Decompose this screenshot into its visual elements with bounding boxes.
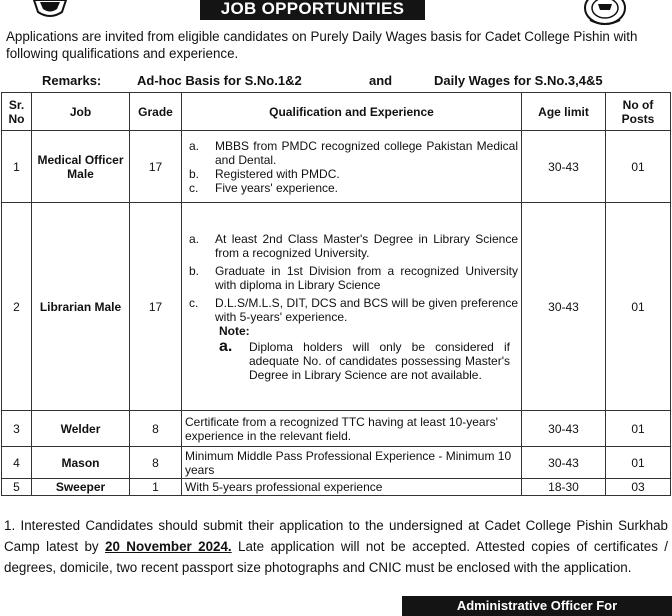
cell-age: 30-43 [522, 447, 606, 479]
college-crest-logo [30, 0, 70, 18]
cell-job: Sweeper [32, 479, 130, 496]
cell-sr: 3 [2, 411, 32, 447]
remarks-adhoc: Ad-hoc Basis for S.No.1&2 [137, 73, 302, 88]
note-item: a. Diploma holders will only be considered if adequate No. of candidates possessing Master's Degree in Library Science are not available. [219, 337, 510, 382]
cell-grade: 8 [130, 411, 182, 447]
footer-instructions [4, 515, 668, 578]
header-job: Job [32, 93, 130, 131]
table-header-row [2, 93, 671, 131]
cell-posts: 01 [606, 131, 671, 203]
job-opportunities-banner: JOB OPPORTUNITIES [200, 0, 425, 20]
cell-job: Medical Officer Male [32, 131, 130, 203]
remarks-and: and [369, 73, 393, 88]
cell-sr: 2 [2, 203, 32, 411]
table-row [2, 203, 671, 411]
cell-grade: 1 [130, 479, 182, 496]
qualification-item: b. Graduate in 1st Division from a recognized University with diploma in Library Science [189, 263, 518, 292]
cell-job: Librarian Male [32, 203, 130, 411]
header-sr-no: Sr. No [2, 93, 32, 131]
cell-grade: 17 [130, 203, 182, 411]
qualification-item: a. At least 2nd Class Master's Degree in Library Science from a recognized University. [189, 231, 518, 260]
qualification-item: c. Five years' experience. [189, 180, 339, 195]
cell-posts: 01 [606, 447, 671, 479]
cell-qualification: Certificate from a recognized TTC having at least 10-years' experience in the relevant field. [182, 411, 522, 447]
cell-posts: 03 [606, 479, 671, 496]
cell-age: 18-30 [522, 479, 606, 496]
header-grade: Grade [130, 93, 182, 131]
cell-posts: 01 [606, 411, 671, 447]
header-age-limit: Age limit [522, 93, 606, 131]
signature-banner: Administrative Officer For [402, 596, 672, 616]
deadline-date: 20 November 2024. [105, 539, 232, 554]
cell-age: 30-43 [522, 203, 606, 411]
qualification-item: b. Registered with PMDC. [189, 166, 340, 181]
cell-qualification [182, 203, 522, 411]
cell-sr: 4 [2, 447, 32, 479]
footer-text-before: 1. Interested Candidates should submit their application to the undersigned at Cadet College Pishin Surkhab Camp latest by [4, 518, 668, 554]
cell-sr: 1 [2, 131, 32, 203]
remarks-daily: Daily Wages for S.No.3,4&5 [434, 73, 603, 88]
table-row [2, 131, 671, 203]
cell-age: 30-43 [522, 411, 606, 447]
cell-job: Mason [32, 447, 130, 479]
note-label: Note: [219, 323, 250, 338]
cell-age: 30-43 [522, 131, 606, 203]
cell-grade: 17 [130, 131, 182, 203]
remarks-label: Remarks: [42, 73, 102, 88]
table-row [2, 447, 671, 479]
table-row [2, 411, 671, 447]
cell-sr: 5 [2, 479, 32, 496]
cell-qualification: Minimum Middle Pass Professional Experience - Minimum 10 years [182, 447, 522, 479]
header-no-of-posts: No of Posts [606, 93, 671, 131]
cell-posts: 01 [606, 203, 671, 411]
cell-qualification: With 5-years professional experience [182, 479, 522, 496]
cell-grade: 8 [130, 447, 182, 479]
intro-paragraph: Applications are invited from eligible candidates on Purely Daily Wages basis for Cadet College Pishin with following qualifications and experience. [6, 29, 638, 61]
qualification-item: c. D.L.S/M.L.S, DIT, DCS and BCS will be given preference with 5-years' experience. [189, 295, 518, 324]
jobs-table [1, 92, 671, 496]
cell-job: Welder [32, 411, 130, 447]
table-row [2, 479, 671, 496]
college-emblem-logo [582, 0, 628, 26]
footer-text-after: Late application will not be accepted. Attested copies of certificates / degrees, domicile, two recent passport size photographs and CNIC must be enclosed with the application. [4, 539, 668, 575]
header-qualification: Qualification and Experience [182, 93, 522, 131]
cell-qualification [182, 131, 522, 203]
qualification-item: a. MBBS from PMDC recognized college Pakistan Medical and Dental. [189, 138, 518, 167]
